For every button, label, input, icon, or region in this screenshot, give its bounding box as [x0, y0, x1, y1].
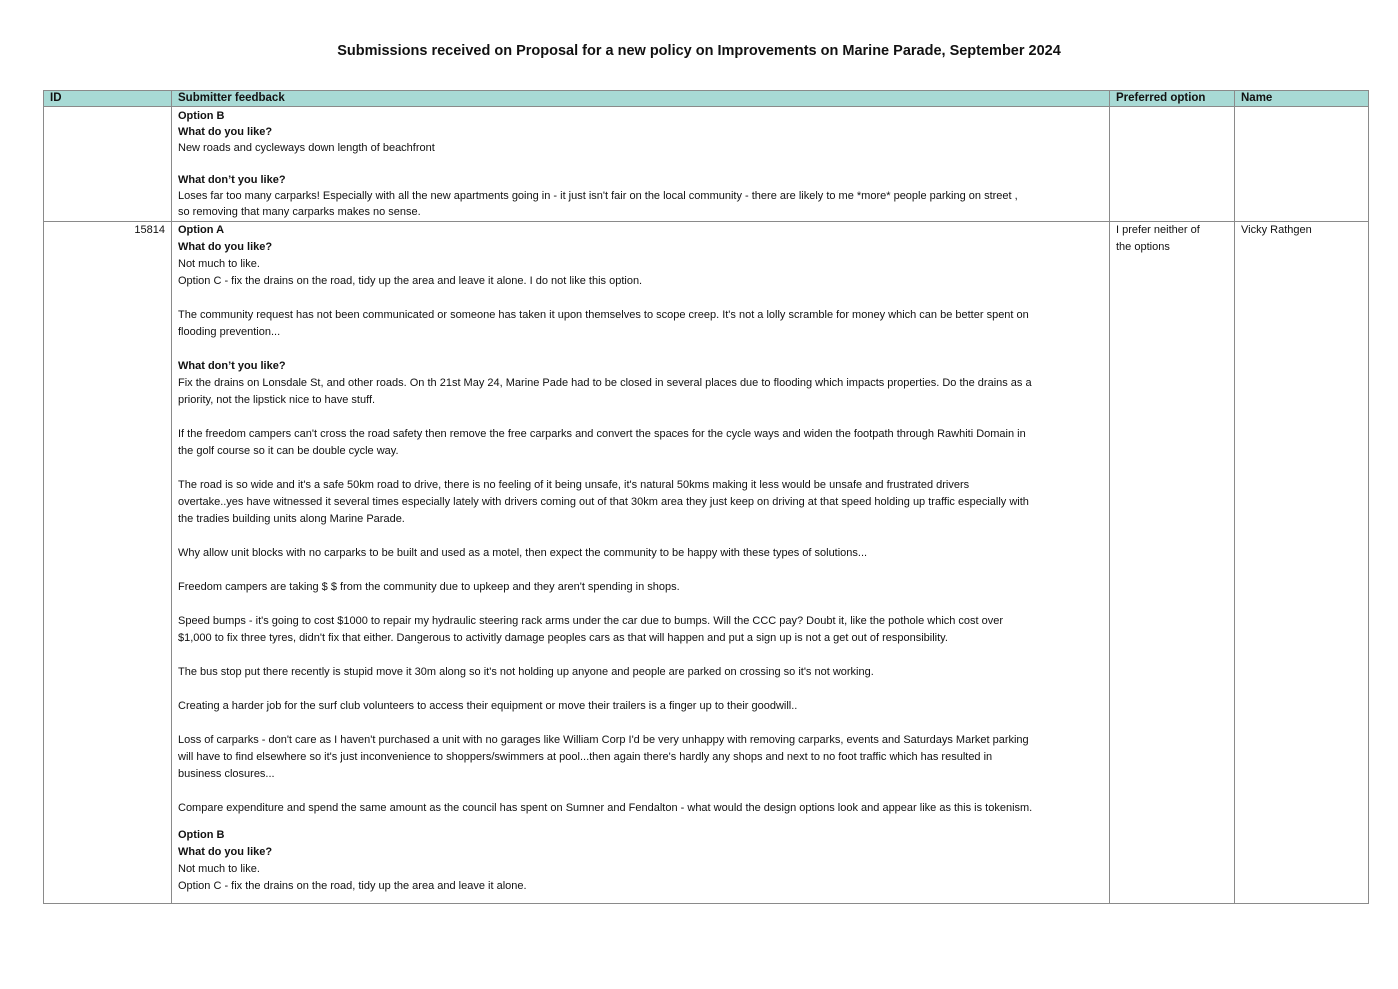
paragraph-spacer [178, 156, 1103, 172]
paragraph-spacer [178, 681, 1103, 698]
feedback-line: The community request has not been communicated or someone has taken it upon themselves to scope creep. It's not a lolly scramble for money which can be better spent on [178, 309, 1029, 321]
feedback-heading: Option B [178, 110, 225, 122]
paragraph-spacer [178, 409, 1103, 426]
table-header-row [44, 91, 1369, 107]
column-header-name: Name [1235, 91, 1369, 107]
feedback-heading: What do you like? [178, 241, 273, 253]
paragraph-spacer [178, 715, 1103, 732]
submissions-table [43, 90, 1369, 904]
paragraph-spacer [178, 528, 1103, 545]
submission-id-cell [44, 107, 172, 222]
paragraph-spacer [178, 783, 1103, 800]
table-row [44, 107, 1369, 222]
submitter-name-cell [1235, 107, 1369, 222]
feedback-line: will have to find elsewhere so it's just inconvenience to shoppers/swimmers at pool...then again there's hardly any shops and next to no foot traffic which has resulted in [178, 751, 993, 763]
feedback-heading: What do you like? [178, 846, 273, 858]
feedback-cell [172, 107, 1110, 222]
preferred-option-cell [1110, 222, 1235, 904]
feedback-line: Not much to like. [178, 863, 260, 875]
preferred-option-line: I prefer neither of [1116, 224, 1200, 236]
feedback-line: $1,000 to fix three tyres, didn't fix that either. Dangerous to activitly damage peoples cars as that will happen and put a sign up is not a get out of responsibility. [178, 632, 948, 644]
feedback-line: Why allow unit blocks with no carparks to be built and used as a motel, then expect the community to be happy with these types of solutions... [178, 547, 868, 559]
submitter-name-cell: Vicky Rathgen [1235, 222, 1369, 904]
feedback-line: Option C - fix the drains on the road, tidy up the area and leave it alone. I do not like this option. [178, 275, 643, 287]
paragraph-spacer [178, 290, 1103, 307]
feedback-line: Loss of carparks - don't care as I haven't purchased a unit with no garages like William Corp I'd be very unhappy with removing carparks, events and Saturdays Market parking [178, 734, 1029, 746]
paragraph-spacer [178, 817, 1103, 827]
feedback-line: the tradies building units along Marine Parade. [178, 513, 405, 525]
feedback-line: Option C - fix the drains on the road, tidy up the area and leave it alone. [178, 880, 527, 892]
paragraph-spacer [178, 562, 1103, 579]
document-title: Submissions received on Proposal for a new policy on Improvements on Marine Parade, September 2024 [337, 43, 1061, 59]
feedback-line: priority, not the lipstick nice to have stuff. [178, 394, 376, 406]
column-header-feedback: Submitter feedback [172, 91, 1110, 107]
feedback-line: business closures... [178, 768, 275, 780]
feedback-heading: What don’t you like? [178, 360, 286, 372]
feedback-heading: What don’t you like? [178, 174, 286, 186]
feedback-line: flooding prevention... [178, 326, 281, 338]
feedback-line: Freedom campers are taking $ $ from the community due to upkeep and they aren't spending in shops. [178, 581, 680, 593]
feedback-line: Loses far too many carparks! Especially with all the new apartments going in - it just isn't fair on the local community - there are likely to me *more* people parking on street , [178, 190, 1018, 202]
column-header-id: ID [44, 91, 172, 107]
submission-id-cell: 15814 [44, 222, 172, 904]
feedback-line: Compare expenditure and spend the same amount as the council has spent on Sumner and Fendalton - what would the design options look and appear like as this is tokenism. [178, 802, 1033, 814]
feedback-heading: What do you like? [178, 126, 273, 138]
feedback-line: the golf course so it can be double cycle way. [178, 445, 399, 457]
paragraph-spacer [178, 596, 1103, 613]
feedback-line: Speed bumps - it's going to cost $1000 to repair my hydraulic steering rack arms under the car due to bumps. Will the CCC pay? Doubt it, like the pothole which cost over [178, 615, 1004, 627]
preferred-option-line: the options [1116, 241, 1170, 253]
feedback-line: Fix the drains on Lonsdale St, and other roads. On th 21st May 24, Marine Pade had to be closed in several places due to flooding which impacts properties. Do the drains as a [178, 377, 1032, 389]
feedback-line: Creating a harder job for the surf club volunteers to access their equipment or move their trailers is a finger up to their goodwill.. [178, 700, 798, 712]
feedback-line: Not much to like. [178, 258, 260, 270]
feedback-line: New roads and cycleways down length of beachfront [178, 142, 435, 154]
feedback-line: If the freedom campers can't cross the road safety then remove the free carparks and convert the spaces for the cycle ways and widen the footpath through Rawhiti Domain in [178, 428, 1026, 440]
paragraph-spacer [178, 460, 1103, 477]
feedback-line: The road is so wide and it's a safe 50km road to drive, there is no feeling of it being unsafe, it's natural 50kms making it less would be unsafe and frustrated drivers [178, 479, 970, 491]
preferred-option-cell [1110, 107, 1235, 222]
table-row [44, 222, 1369, 904]
paragraph-spacer [178, 341, 1103, 358]
feedback-cell [172, 222, 1110, 904]
feedback-line: overtake..yes have witnessed it several times especially lately with drivers coming out of that 30km area they just keep on driving at that speed holding up traffic especially with [178, 496, 1029, 508]
column-header-preferred-option: Preferred option [1110, 91, 1235, 107]
paragraph-spacer [178, 647, 1103, 664]
feedback-line: The bus stop put there recently is stupid move it 30m along so it's not holding up anyone and people are parked on crossing so it's not working. [178, 666, 874, 678]
feedback-heading: Option A [178, 224, 225, 236]
feedback-heading: Option B [178, 829, 225, 841]
feedback-line: so removing that many carparks makes no sense. [178, 206, 421, 218]
